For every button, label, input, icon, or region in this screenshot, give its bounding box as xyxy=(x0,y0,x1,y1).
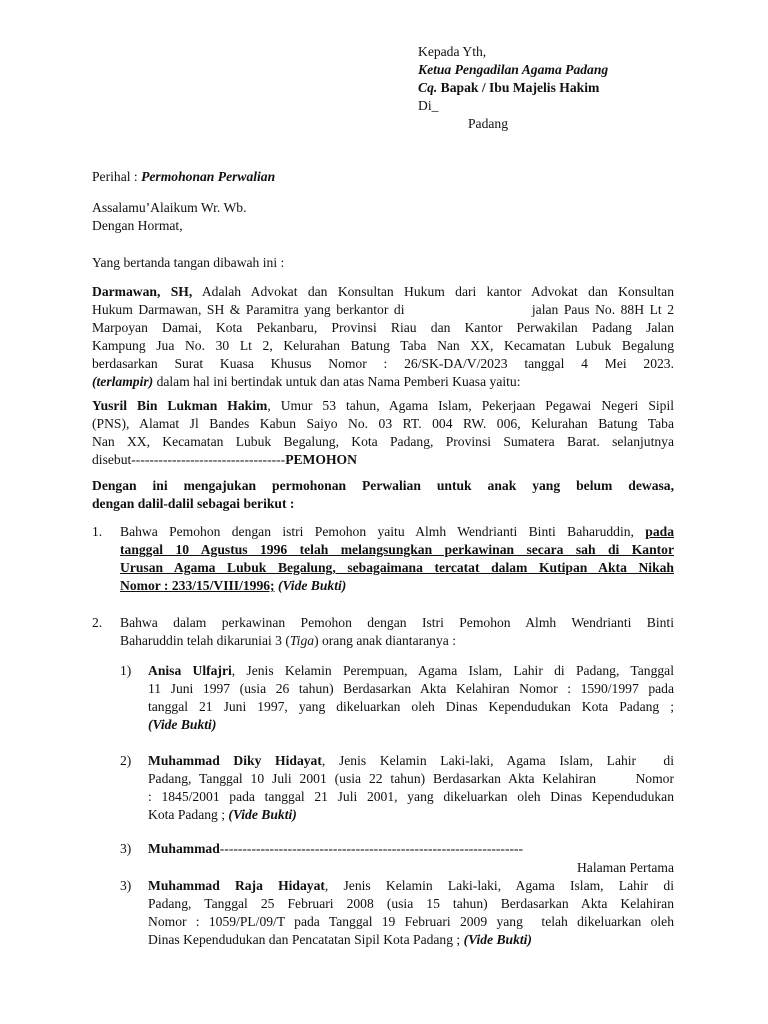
point-1-number: 1. xyxy=(92,524,103,539)
addressee-block xyxy=(418,43,678,133)
addressee-court: Ketua Pengadilan Agama Padang xyxy=(418,62,609,77)
point-2-number: 2. xyxy=(92,615,103,630)
child-1-text: Anisa Ulfajri, Jenis Kelamin Perempuan, Agama Islam, Lahir di Padang, Tanggal 11 Juni 1997 (usia 26 tahun) Berdasarkan Akta Kelahiran Nomor : 1590/1997 pada tanggal 21 Juni 1997, yang dikeluarkan oleh Dinas Kependudukan Kota Padang ; (Vide Bukti) xyxy=(148,663,674,732)
point-1-text: Bahwa Pemohon dengan istri Pemohon yaitu Almh Wendrianti Binti Baharuddin, pada tanggal 10 Agustus 1996 telah melangsungkan perkawinan secara sah di Kantor Urusan Agama Lubuk Begalung, sebagaimana tercatat dalam Kutipan Akta Nikah Nomor : 233/15/VIII/1996; (Vide Bukti) xyxy=(120,524,674,593)
addressee-city: Padang xyxy=(468,116,509,131)
child-2-name: Muhammad Diky Hidayat xyxy=(148,753,322,768)
statement-paragraph: Dengan ini mengajukan permohonan Perwalian untuk anak yang belum dewasa, dengan dalil-dalil sebagai berikut : xyxy=(92,478,674,511)
addressee-judges: Cq. Bapak / Ibu Majelis Hakim xyxy=(418,80,600,95)
point-2-text: Bahwa dalam perkawinan Pemohon dengan Istri Pemohon Almh Wendrianti Binti Baharuddin telah dikaruniai 3 (Tiga) orang anak diantaranya : xyxy=(120,615,674,648)
subject-label: Perihal : xyxy=(92,169,138,184)
child-4-name: Muhammad Raja Hidayat xyxy=(148,878,325,893)
applicant-role: PEMOHON xyxy=(285,452,357,467)
applicant-name: Yusril Bin Lukman Hakim xyxy=(92,398,268,413)
subject-value: Permohonan Perwalian xyxy=(141,169,276,184)
child-3-text: Muhammad------------------------------------------------------------------- xyxy=(148,841,524,856)
applicant-paragraph: Yusril Bin Lukman Hakim, Umur 53 tahun, Agama Islam, Pekerjaan Pegawai Negeri Sipil (PNS), Alamat Jl Bandes Kabun Saiyo No. 03 RT. 004 RW. 006, Kelurahan Batung Taba Nan XX, Kecamatan Lubuk Begalung, Kota Padang, Provinsi Sumatera Barat. selanjutnya disebut----------------------------------PEMOHON xyxy=(92,398,675,467)
addressee-di: Di_ xyxy=(418,98,439,113)
greeting-block xyxy=(92,199,247,235)
child-1-name: Anisa Ulfajri xyxy=(148,663,232,678)
addressee-line-1: Kepada Yth, xyxy=(418,44,487,59)
child-3-number: 3) xyxy=(120,841,132,856)
subject-line xyxy=(92,168,275,186)
page-footer-label: Halaman Pertama xyxy=(576,860,674,875)
advocate-paragraph: Darmawan, SH, Adalah Advokat dan Konsultan Hukum dari kantor Advokat dan Konsultan Hukum Darmawan, SH & Paramitra yang berkantor di jalan Paus No. 88H Lt 2 Marpoyan Damai, Kota Pekanbaru, Provinsi Riau dan Kantor Perwakilan Padang Jalan Kampung Jua No. 30 Lt 2, Kelurahan Batung Taba Nan XX, Kecamatan Lubuk Begalung berdasarkan Surat Kuasa Khusus Nomor : 26/SK-DA/V/2023 tanggal 4 Mei 2023. (terlampir) dalam hal ini bertindak untuk dan atas Nama Pemberi Kuasa yaitu: xyxy=(92,284,675,389)
greeting-salam: Assalamu’Alaikum Wr. Wb. xyxy=(92,200,247,215)
child-1-number: 1) xyxy=(120,663,132,678)
child-2-text: Muhammad Diky Hidayat, Jenis Kelamin Laki-laki, Agama Islam, Lahir di Padang, Tanggal 10 Juli 2001 (usia 22 tahun) Berdasarkan Akta Kelahiran Nomor : 1845/2001 pada tanggal 21 Juli 2001, yang dikeluarkan oleh Dinas Kependudukan Kota Padang ; (Vide Bukti) xyxy=(148,753,675,822)
child-4-text: Muhammad Raja Hidayat, Jenis Kelamin Laki-laki, Agama Islam, Lahir di Padang, Tanggal 25 Februari 2008 (usia 15 tahun) Berdasarkan Akta Kelahiran Nomor : 1059/PL/09/T pada Tanggal 19 Februari 2009 yang telah dikeluarkan oleh Dinas Kependudukan dan Pencatatan Sipil Kota Padang ; (Vide Bukti) xyxy=(148,878,674,947)
greeting-hormat: Dengan Hormat, xyxy=(92,218,183,233)
child-4-number: 3) xyxy=(120,878,132,893)
advocate-name: Darmawan, SH, xyxy=(92,284,193,299)
intro-line: Yang bertanda tangan dibawah ini : xyxy=(92,255,285,270)
attached-note: (terlampir) xyxy=(92,374,154,389)
child-2-number: 2) xyxy=(120,753,132,768)
child-3-name: Muhammad xyxy=(148,841,220,856)
